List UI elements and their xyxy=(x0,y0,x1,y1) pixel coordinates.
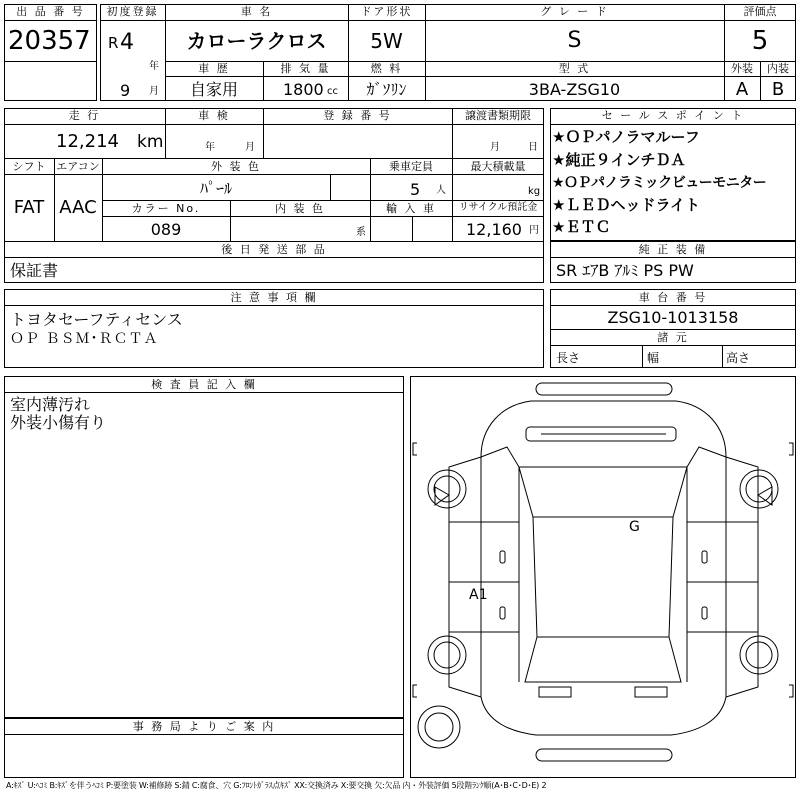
after-parts: 保証書 xyxy=(10,261,59,280)
exterior-score: A xyxy=(735,79,749,100)
car-name-label: 車 名 xyxy=(240,5,273,18)
displacement-label: 排 気 量 xyxy=(280,62,331,75)
recycle-label: リサイクル預託金 xyxy=(458,202,538,213)
year-unit: 年 xyxy=(149,61,159,72)
model-label: 型 式 xyxy=(558,62,591,75)
reg-no-label: 登 録 番 号 xyxy=(323,109,392,122)
history: 自家用 xyxy=(189,80,238,99)
mileage-label: 走 行 xyxy=(68,109,101,122)
int-color-label: 内 装 色 xyxy=(275,202,325,215)
sales-point: ★ＥＴＣ xyxy=(552,218,611,236)
spec-height: 高さ xyxy=(726,351,751,365)
spec-width: 幅 xyxy=(647,351,660,365)
interior-label: 内装 xyxy=(767,62,789,75)
deadline-label: 譲渡書類期限 xyxy=(465,109,531,122)
recycle-unit: 円 xyxy=(529,225,539,236)
max-load-unit: kg xyxy=(528,186,541,197)
sales-point: ★ＯＰパノラマルーフ xyxy=(552,128,700,146)
car-diagram-box xyxy=(410,376,796,778)
deadline-day-unit: 日 xyxy=(528,142,538,153)
score-label: 評価点 xyxy=(743,5,777,18)
inspector-note: 外装小傷有り xyxy=(10,413,107,432)
year: 4 xyxy=(120,30,134,55)
fuel: ｶﾞｿﾘﾝ xyxy=(366,80,407,99)
color-no: 089 xyxy=(150,220,182,239)
max-load-label: 最大積載量 xyxy=(470,160,526,173)
score: 5 xyxy=(751,26,769,56)
capacity-unit: 人 xyxy=(436,185,446,196)
ext-color: ﾊﾟｰﾙ xyxy=(199,179,232,198)
notes-label: 注 意 事 項 欄 xyxy=(230,291,318,304)
month: 9 xyxy=(120,81,131,100)
notes-line: トヨタセーフティセンス xyxy=(10,310,183,329)
car-name: カローラクロス xyxy=(186,29,327,53)
exterior-label: 外装 xyxy=(731,62,753,75)
office-label: 事 務 局 よ り ご 案 内 xyxy=(132,720,276,733)
damage-mark-g: G xyxy=(629,519,640,535)
sales-point: ★ＯＰパノラミックビューモニター xyxy=(552,175,767,191)
sales-label: セ ー ル ス ポ イ ン ト xyxy=(601,109,745,122)
lot-number: 20357 xyxy=(8,26,91,56)
int-color-unit: 系 xyxy=(356,227,366,238)
era: R xyxy=(108,34,119,52)
interior-score: B xyxy=(771,79,785,100)
ext-color-label: 外 装 色 xyxy=(211,160,261,173)
equipment-label: 純 正 装 備 xyxy=(638,243,708,256)
legend: A:ｷｽﾞ U:ﾍｺﾐ B:ｷｽﾞを伴うﾍｺﾐ P:要塗装 W:補修跡 S:錆 C:腐食、穴 G:ﾌﾛﾝﾄｶﾞﾗｽ点ｷｽﾞ XX:交換済み X:要交換 欠:欠品 内・外装評価 5段階ﾗﾝｸ順(A･B･C･D･E) 2 xyxy=(6,781,547,790)
inspector-note: 室内薄汚れ xyxy=(10,395,91,414)
mileage-unit: km xyxy=(137,132,164,152)
spec-label: 諸 元 xyxy=(657,331,689,344)
color-no-label: カラー No. xyxy=(131,202,201,215)
grade-label: グ レ ー ド xyxy=(540,5,609,18)
inspector-label: 検 査 員 記 入 欄 xyxy=(151,378,257,391)
shift: FAT xyxy=(13,197,45,218)
deadline-month-unit: 月 xyxy=(490,142,500,153)
inspection-year-unit: 年 xyxy=(205,142,215,153)
ac-label: エアコン xyxy=(56,160,100,173)
after-parts-label: 後 日 発 送 部 品 xyxy=(221,243,327,256)
model: 3BA-ZSG10 xyxy=(528,80,621,99)
door-label: ドア形状 xyxy=(360,5,413,18)
month-unit: 月 xyxy=(149,86,159,97)
spec-length: 長さ xyxy=(556,351,581,365)
fuel-label: 燃 料 xyxy=(370,62,403,75)
car-diagram xyxy=(411,377,795,777)
notes-line: ＯＰ ＢＳＭ･ＲＣＴＡ xyxy=(10,331,159,347)
damage-mark-a1: A1 xyxy=(469,587,488,603)
import-label: 輸 入 車 xyxy=(386,202,436,215)
recycle-amount: 12,160 xyxy=(466,220,522,239)
capacity-label: 乗車定員 xyxy=(389,160,433,173)
mileage: 12,214 xyxy=(56,131,119,152)
displacement-unit: cc xyxy=(327,86,338,97)
displacement: 1800 xyxy=(283,80,324,99)
shift-label: シフト xyxy=(12,160,46,173)
ac: AAC xyxy=(59,197,97,218)
history-label: 車 歴 xyxy=(198,62,230,75)
sales-point: ★ＬＥＤヘッドライト xyxy=(552,196,700,214)
equipment: SR ｴｱB ｱﾙﾐ PS PW xyxy=(556,261,694,280)
capacity: 5 xyxy=(410,180,421,199)
inspection-label: 車 検 xyxy=(198,109,230,122)
sales-point: ★純正９インチＤＡ xyxy=(552,151,686,169)
first-reg-label: 初度登録 xyxy=(106,5,159,18)
inspection-month-unit: 月 xyxy=(245,142,255,153)
grade: S xyxy=(567,28,582,53)
chassis-label: 車 台 番 号 xyxy=(638,291,708,304)
lot-label: 出 品 番 号 xyxy=(16,5,85,18)
door-type: 5W xyxy=(370,29,403,53)
chassis-number: ZSG10-1013158 xyxy=(607,308,739,327)
